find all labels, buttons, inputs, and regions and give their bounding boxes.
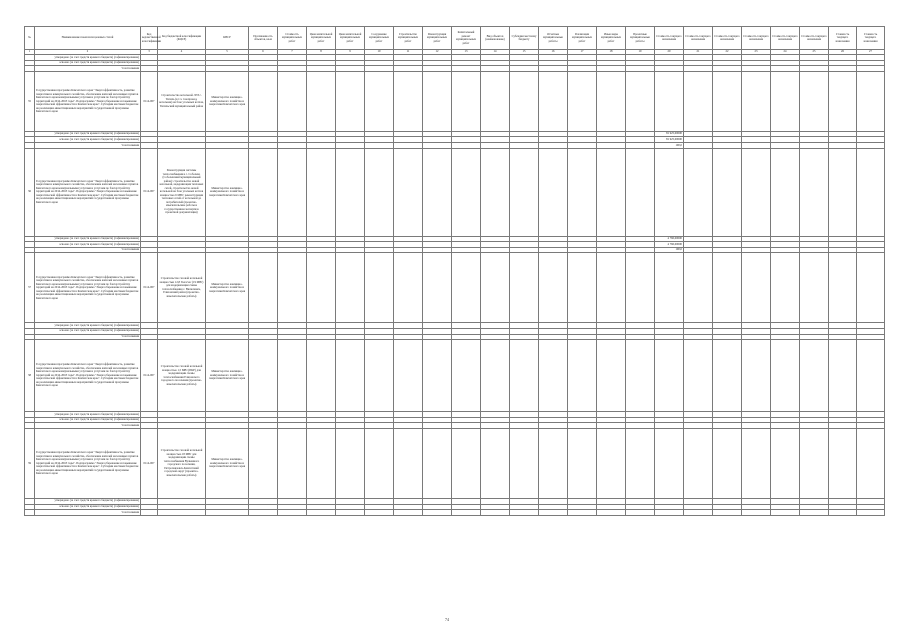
- column-number: 7: [278, 50, 307, 55]
- empty-cell: [365, 510, 394, 516]
- empty-cell: [158, 510, 206, 516]
- empty-cell: [510, 71, 539, 131]
- empty-cell: [684, 253, 713, 323]
- column-number: 20: [655, 50, 684, 55]
- empty-cell: [336, 148, 365, 236]
- amount-cell: 4 760,00000: [655, 242, 684, 248]
- program-code: 0114-007: [141, 428, 158, 498]
- row-number: 38: [25, 340, 35, 412]
- empty-cell: [800, 253, 829, 323]
- empty-cell: [857, 148, 885, 236]
- empty-cell: [655, 510, 684, 516]
- empty-cell: [829, 510, 857, 516]
- empty-cell: [829, 71, 857, 131]
- empty-cell: [394, 253, 423, 323]
- amount-cell: 100,0: [655, 247, 684, 253]
- empty-cell: [394, 71, 423, 131]
- empty-cell: [307, 340, 336, 412]
- empty-cell: [336, 428, 365, 498]
- empty-cell: [684, 148, 713, 236]
- empty-cell: [249, 71, 278, 131]
- empty-cell: [800, 340, 829, 412]
- empty-cell: [597, 71, 626, 131]
- column-header: Стоимость текущего назначения: [684, 27, 713, 50]
- column-header: Субсидии местному бюджету: [510, 27, 539, 50]
- sub-row-label: % исполнения: [35, 247, 141, 253]
- empty-cell: [800, 71, 829, 131]
- empty-cell: [539, 510, 568, 516]
- column-number: 8: [307, 50, 336, 55]
- empty-cell: [713, 340, 742, 412]
- empty-cell: [568, 340, 597, 412]
- table-body: [25, 55, 885, 516]
- column-number: 4: [158, 50, 206, 55]
- empty-cell: [597, 253, 626, 323]
- amount-cell: 81 925,00000: [655, 137, 684, 143]
- empty-cell: [539, 71, 568, 131]
- empty-cell: [141, 510, 158, 516]
- column-header: КВСР: [206, 27, 249, 50]
- page-number: 74: [445, 617, 449, 622]
- column-number: 16: [539, 50, 568, 55]
- empty-cell: [539, 428, 568, 498]
- empty-cell: [857, 510, 885, 516]
- column-number: 14: [481, 50, 510, 55]
- sub-row-label: утверждено (за счет средств краевого бюджета) (софинансирование): [35, 131, 141, 137]
- executor-name: Министерство жилищно-коммунального хозяйства и энергетики Камчатского края: [206, 148, 249, 236]
- empty-cell: [249, 510, 278, 516]
- empty-cell: [307, 71, 336, 131]
- empty-cell: [307, 253, 336, 323]
- column-header: Сооружение муниципальных работ: [365, 27, 394, 50]
- sub-row-label: утверждено (за счет средств краевого бюджета) (софинансирование): [35, 412, 141, 418]
- empty-cell: [423, 148, 452, 236]
- empty-cell: [423, 253, 452, 323]
- empty-cell: [510, 253, 539, 323]
- amount-cell: 81 925,00000: [655, 131, 684, 137]
- empty-cell: [655, 428, 684, 498]
- column-header: Цена капитальной муниципальных работ: [307, 27, 336, 50]
- empty-cell: [336, 253, 365, 323]
- empty-cell: [510, 510, 539, 516]
- empty-cell: [771, 71, 800, 131]
- column-header: Проектные муниципальные работы: [626, 27, 655, 50]
- sub-row-label: % исполнения: [35, 334, 141, 340]
- column-header: Вид объектов (наименование): [481, 27, 510, 50]
- sub-row-label: % исполнения: [35, 510, 141, 516]
- empty-cell: [713, 428, 742, 498]
- empty-cell: [713, 253, 742, 323]
- object-row: [25, 428, 885, 498]
- empty-cell: [684, 510, 713, 516]
- empty-cell: [597, 428, 626, 498]
- program-name: Государственная программа Камчатского края "Энергоэффективность, развитие энергетики и коммунального хозяйства, обеспечение жителей населенных пунктов Камчатского края коммунальными услугами и услугами по благоустройству территорий на 2014-2018 годы". Подпрограмма "Энергосбережение и повышение энергетической эффективности в Камчатском крае". Субсидии местным бюджетам на реализацию инвестиционных мероприятий государственной программы Камчатского края: [35, 253, 141, 323]
- empty-cell: [713, 148, 742, 236]
- empty-cell: [307, 428, 336, 498]
- column-header: Иные виды муниципальных работ: [597, 27, 626, 50]
- column-number: 10: [365, 50, 394, 55]
- empty-cell: [626, 71, 655, 131]
- empty-cell: [800, 428, 829, 498]
- column-number: 18: [597, 50, 626, 55]
- empty-cell: [249, 428, 278, 498]
- column-number: 15: [510, 50, 539, 55]
- column-number: 12: [423, 50, 452, 55]
- empty-cell: [394, 510, 423, 516]
- object-name: Строительство газовой котельной мощностью 18 МВт для модернизации схемы теплоснабжения Вулканного городского поселения, Петропавловск-Камчатский городской округ (проектно-изыскательские работы): [158, 428, 206, 498]
- column-header: Стоимость текущего назначения: [742, 27, 771, 50]
- program-code: 0114-007: [141, 71, 158, 131]
- sub-row-label: освоено (за счет средств краевого бюджета) (софинансирование): [35, 242, 141, 248]
- empty-cell: [568, 253, 597, 323]
- column-number: 3: [141, 50, 158, 55]
- empty-cell: [423, 510, 452, 516]
- object-name: Реконструкция системы теплоснабжения в с. Соболево (Соболевский муниципальный район): строительство новой котельной, модернизация тепловых сетей, строительство новой котельной на базе угольных котлов мощностью 6 МВт; реконструкция тепловых сетей от котельной до потребителей (проектно-изыскательские работы и государственная экспертиза проектной документации): [158, 148, 206, 236]
- empty-cell: [742, 340, 771, 412]
- empty-cell: [278, 510, 307, 516]
- column-header: Стоимость текущего назначения: [655, 27, 684, 50]
- column-header: Протяженность объектов, кв.м: [249, 27, 278, 50]
- empty-cell: [336, 340, 365, 412]
- empty-cell: [684, 428, 713, 498]
- report-sheet: [24, 26, 880, 516]
- empty-cell: [655, 253, 684, 323]
- column-number: 25: [800, 50, 829, 55]
- column-number: 21: [684, 50, 713, 55]
- empty-cell: [278, 253, 307, 323]
- sub-row-label: освоено (за счет средств краевого бюджета) (софинансирование): [35, 60, 141, 66]
- executor-name: Министерство жилищно-коммунального хозяйства и энергетики Камчатского края: [206, 340, 249, 412]
- sub-row-label: утверждено (за счет средств краевого бюджета) (софинансирование): [35, 498, 141, 504]
- empty-cell: [510, 340, 539, 412]
- program-name: Государственная программа Камчатского края "Энергоэффективность, развитие энергетики и коммунального хозяйства, обеспечение жителей населенных пунктов Камчатского края коммунальными услугами и услугами по благоустройству территорий на 2014-2018 годы". Подпрограмма "Энергосбережение и повышение энергетической эффективности в Камчатском крае". Субсидии местным бюджетам на реализацию инвестиционных мероприятий государственной программы Камчатского края: [35, 340, 141, 412]
- column-number: 17: [568, 50, 597, 55]
- empty-cell: [800, 510, 829, 516]
- object-row: [25, 253, 885, 323]
- empty-cell: [539, 253, 568, 323]
- empty-cell: [249, 340, 278, 412]
- empty-cell: [771, 253, 800, 323]
- empty-cell: [568, 71, 597, 131]
- empty-cell: [481, 428, 510, 498]
- empty-cell: [278, 71, 307, 131]
- empty-cell: [742, 428, 771, 498]
- empty-cell: [481, 71, 510, 131]
- empty-cell: [568, 510, 597, 516]
- empty-cell: [25, 510, 35, 516]
- sub-row-label: % исполнения: [35, 423, 141, 429]
- column-number: 22: [713, 50, 742, 55]
- empty-cell: [829, 340, 857, 412]
- empty-cell: [365, 148, 394, 236]
- empty-cell: [771, 428, 800, 498]
- column-number: 27: [857, 50, 885, 55]
- empty-cell: [365, 253, 394, 323]
- program-code: 0114-007: [141, 148, 158, 236]
- empty-cell: [655, 340, 684, 412]
- empty-cell: [568, 428, 597, 498]
- column-number: 23: [742, 50, 771, 55]
- empty-cell: [278, 148, 307, 236]
- empty-cell: [394, 428, 423, 498]
- empty-cell: [539, 148, 568, 236]
- empty-cell: [829, 428, 857, 498]
- sub-row-label: освоено (за счет средств краевого бюджета) (софинансирование): [35, 328, 141, 334]
- object-name: Строительство газовой котельной мощностью 12,8 Гкал/час (19 МВт) для модернизации схемы теплоснабжения с. Вилючинск, Елизовский район (проектно-изыскательские работы): [158, 253, 206, 323]
- column-number: 26: [829, 50, 857, 55]
- column-header: Цена капитальной муниципальных работ: [336, 27, 365, 50]
- empty-cell: [481, 253, 510, 323]
- sub-row-label: освоено (за счет средств краевого бюджета) (софинансирование): [35, 137, 141, 143]
- column-header: Отчетные муниципальные работы: [539, 27, 568, 50]
- empty-cell: [655, 71, 684, 131]
- column-number: 11: [394, 50, 423, 55]
- column-header: Стоимость текущего назначения: [713, 27, 742, 50]
- objects-table: [24, 26, 885, 516]
- object-row: [25, 71, 885, 131]
- empty-cell: [394, 148, 423, 236]
- program-code: 0114-007: [141, 340, 158, 412]
- empty-cell: [307, 148, 336, 236]
- column-header: Стоимость текущего назначения: [857, 27, 885, 50]
- object-name: Строительство газовой котельной мощностью 1,5 МВт (ПКР) для модернизации схемы теплоснабжения Елизовского городского поселения (проектно-изыскательские работы): [158, 340, 206, 412]
- empty-cell: [278, 428, 307, 498]
- column-number: 19: [626, 50, 655, 55]
- empty-cell: [857, 428, 885, 498]
- empty-cell: [423, 340, 452, 412]
- row-number: 36: [25, 148, 35, 236]
- sub-row-label: % исполнения: [35, 66, 141, 72]
- empty-cell: [452, 510, 481, 516]
- empty-cell: [278, 340, 307, 412]
- empty-cell: [829, 148, 857, 236]
- empty-cell: [800, 148, 829, 236]
- empty-cell: [857, 340, 885, 412]
- empty-cell: [481, 148, 510, 236]
- sub-row-label: % исполнения: [35, 142, 141, 148]
- amount-cell: 100,0: [655, 142, 684, 148]
- column-header: Код ведомственной классификации: [141, 27, 158, 50]
- empty-cell: [597, 148, 626, 236]
- empty-cell: [481, 340, 510, 412]
- column-header: Код бюджетной классификации (КЦСР): [158, 27, 206, 50]
- empty-cell: [452, 340, 481, 412]
- empty-cell: [394, 340, 423, 412]
- sub-row-label: утверждено (за счет средств краевого бюджета) (софинансирование): [35, 55, 141, 61]
- empty-cell: [742, 253, 771, 323]
- row-number: 37: [25, 253, 35, 323]
- empty-cell: [626, 253, 655, 323]
- empty-cell: [742, 71, 771, 131]
- empty-cell: [481, 510, 510, 516]
- empty-cell: [713, 510, 742, 516]
- empty-cell: [684, 71, 713, 131]
- empty-cell: [452, 71, 481, 131]
- empty-cell: [857, 71, 885, 131]
- sub-row-label: освоено (за счет средств краевого бюджета) (софинансирование): [35, 417, 141, 423]
- column-header: Стоимость текущего назначения: [800, 27, 829, 50]
- object-name: Строительство котельной ЛЭЗ с. Тигиль (в т.ч. газопровод, котельная) на базе угольных котлов, Тигильский муниципальный район: [158, 71, 206, 131]
- empty-cell: [742, 148, 771, 236]
- row-number: 35: [25, 71, 35, 131]
- column-header: №: [25, 27, 35, 50]
- empty-cell: [626, 510, 655, 516]
- empty-cell: [249, 148, 278, 236]
- empty-cell: [307, 510, 336, 516]
- column-number: 5: [206, 50, 249, 55]
- empty-cell: [365, 428, 394, 498]
- empty-cell: [510, 148, 539, 236]
- empty-cell: [365, 340, 394, 412]
- empty-cell: [539, 340, 568, 412]
- empty-cell: [452, 253, 481, 323]
- object-row: [25, 148, 885, 236]
- empty-cell: [452, 148, 481, 236]
- empty-cell: [857, 253, 885, 323]
- executor-name: Министерство жилищно-коммунального хозяйства и энергетики Камчатского края: [206, 71, 249, 131]
- empty-cell: [423, 428, 452, 498]
- empty-cell: [597, 510, 626, 516]
- column-header: Реконструкция муниципальных работ: [423, 27, 452, 50]
- column-number: 1: [25, 50, 35, 55]
- column-header: Реализация муниципальных работ: [568, 27, 597, 50]
- column-number: 13: [452, 50, 481, 55]
- empty-cell: [336, 510, 365, 516]
- sub-row-label: освоено (за счет средств краевого бюджета) (софинансирование): [35, 504, 141, 510]
- program-code: 0114-007: [141, 253, 158, 323]
- empty-cell: [206, 510, 249, 516]
- program-name: Государственная программа Камчатского края "Энергоэффективность, развитие энергетики и коммунального хозяйства, обеспечение жителей населенных пунктов Камчатского края коммунальными услугами и услугами по благоустройству территорий на 2014-2018 годы". Подпрограмма "Энергосбережение и повышение энергетической эффективности в Камчатском крае". Субсидии местным бюджетам на реализацию инвестиционных мероприятий государственной программы Камчатского края: [35, 428, 141, 498]
- sub-row-label: утверждено (за счет средств краевого бюджета) (софинансирование): [35, 323, 141, 329]
- column-header: Строительство муниципальных работ: [394, 27, 423, 50]
- empty-cell: [771, 148, 800, 236]
- empty-cell: [597, 340, 626, 412]
- program-name: Государственная программа Камчатского края "Энергоэффективность, развитие энергетики и коммунального хозяйства, обеспечение жителей населенных пунктов Камчатского края коммунальными услугами и услугами по благоустройству территорий на 2014-2018 годы". Подпрограмма "Энергосбережение и повышение энергетической эффективности в Камчатском крае". Субсидии местным бюджетам на реализацию инвестиционных мероприятий государственной программы Камчатского края: [35, 148, 141, 236]
- executor-name: Министерство жилищно-коммунального хозяйства и энергетики Камчатского края: [206, 253, 249, 323]
- column-number: 9: [336, 50, 365, 55]
- executor-name: Министерство жилищно-коммунального хозяйства и энергетики Камчатского края: [206, 428, 249, 498]
- program-name: Государственная программа Камчатского края "Энергоэффективность, развитие энергетики и коммунального хозяйства, обеспечение жителей населенных пунктов Камчатского края коммунальными услугами и услугами по благоустройству территорий на 2014-2018 годы". Подпрограмма "Энергосбережение и повышение энергетической эффективности в Камчатском крае". Субсидии местным бюджетам на реализацию инвестиционных мероприятий государственной программы Камчатского края: [35, 71, 141, 131]
- empty-cell: [568, 148, 597, 236]
- empty-cell: [684, 340, 713, 412]
- empty-cell: [510, 428, 539, 498]
- empty-cell: [742, 510, 771, 516]
- column-header: Стоимость текущего назначения: [829, 27, 857, 50]
- empty-cell: [365, 71, 394, 131]
- empty-cell: [249, 253, 278, 323]
- empty-cell: [829, 253, 857, 323]
- column-header: Наименование показателя целевых статей: [35, 27, 141, 50]
- header-row: [25, 27, 885, 50]
- empty-cell: [655, 148, 684, 236]
- empty-cell: [771, 510, 800, 516]
- column-number: 24: [771, 50, 800, 55]
- empty-cell: [626, 340, 655, 412]
- object-row: [25, 340, 885, 412]
- empty-cell: [423, 71, 452, 131]
- column-header: Капитальный ремонт муниципальных работ: [452, 27, 481, 50]
- sub-row-label: утверждено (за счет средств краевого бюджета) (софинансирование): [35, 236, 141, 242]
- column-header: Стоимость муниципальных работ: [278, 27, 307, 50]
- sub-row: [25, 510, 885, 516]
- amount-cell: 4 760,00000: [655, 236, 684, 242]
- row-number: 39: [25, 428, 35, 498]
- column-number: 6: [249, 50, 278, 55]
- empty-cell: [452, 428, 481, 498]
- empty-cell: [713, 71, 742, 131]
- empty-cell: [626, 428, 655, 498]
- column-number: 2: [35, 50, 141, 55]
- empty-cell: [771, 340, 800, 412]
- column-header: Стоимость текущего назначения: [771, 27, 800, 50]
- empty-cell: [626, 148, 655, 236]
- empty-cell: [336, 71, 365, 131]
